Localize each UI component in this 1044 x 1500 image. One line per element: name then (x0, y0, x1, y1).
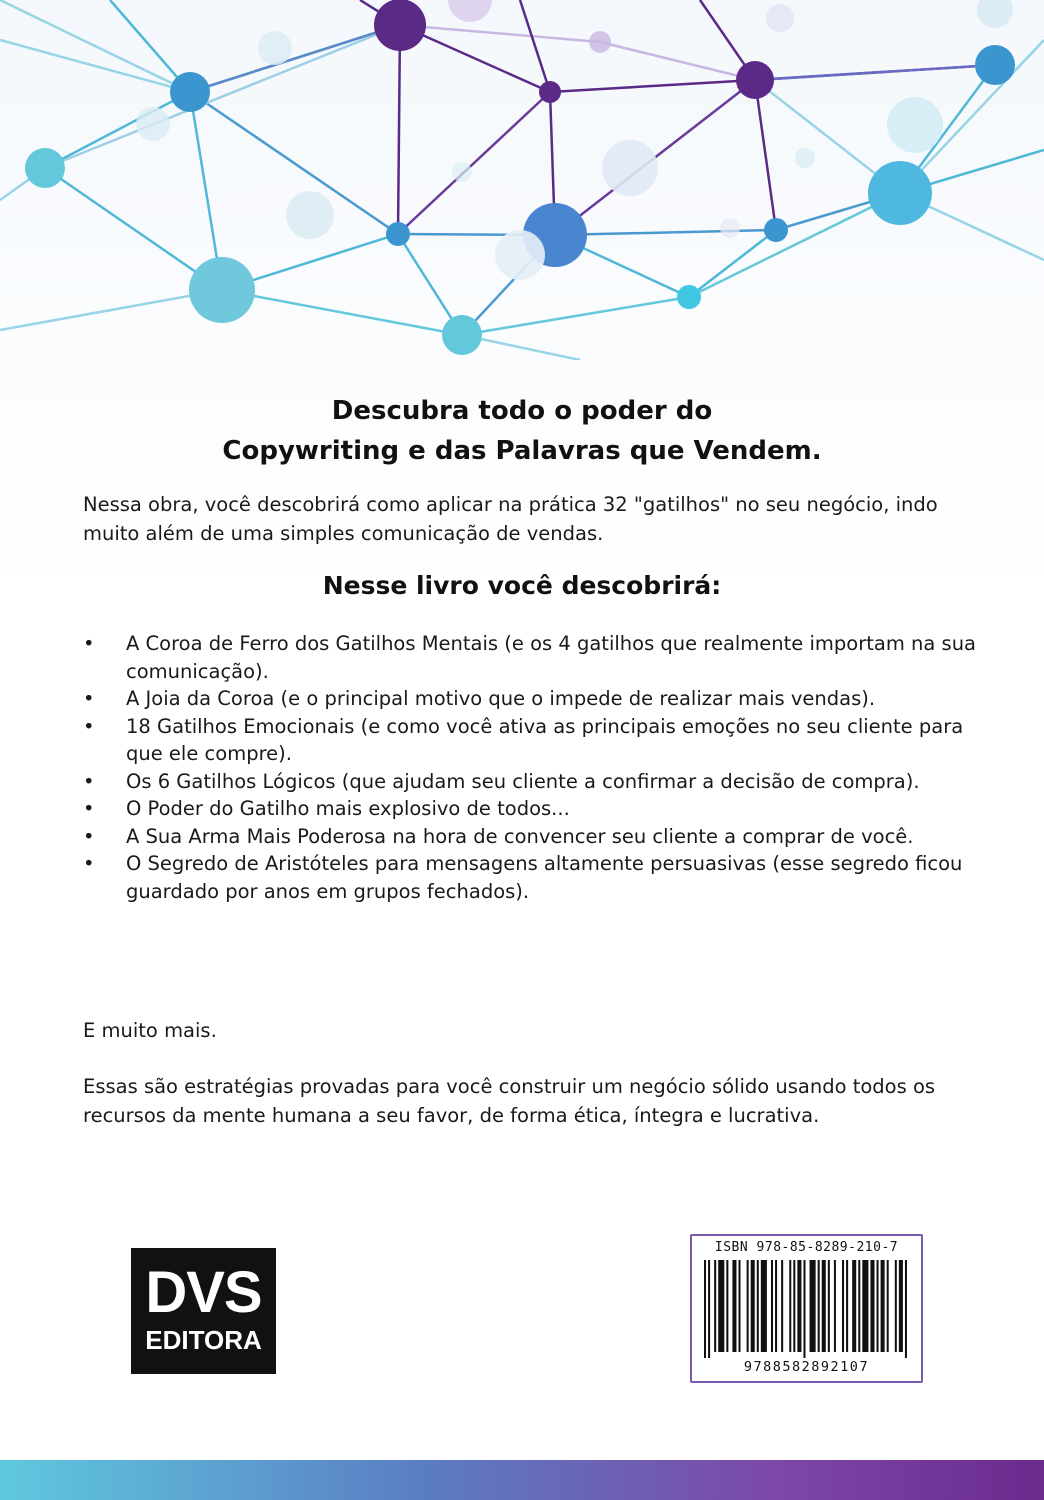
barcode-bar (858, 1260, 860, 1352)
network-link (689, 193, 900, 297)
network-link (755, 65, 995, 80)
network-link (0, 40, 190, 92)
network-link (0, 0, 190, 92)
barcode-bar (739, 1260, 741, 1352)
logo-editora-text: EDITORA (145, 1325, 262, 1355)
bullet-text: A Sua Arma Mais Poderosa na hora de convencer seu cliente a comprar de você. (126, 824, 914, 848)
network-link (398, 92, 550, 234)
barcode-bar (747, 1260, 749, 1352)
barcode-bar (842, 1260, 844, 1352)
barcode-bar (797, 1260, 801, 1352)
network-node-icon (977, 0, 1013, 28)
barcode-digits: 9788582892107 (743, 1359, 870, 1375)
network-link (689, 230, 776, 297)
barcode-bar (810, 1260, 816, 1352)
network-node-icon (975, 45, 1015, 85)
network-link (222, 290, 462, 335)
bullet-list (83, 630, 983, 905)
barcode-bar (726, 1260, 728, 1352)
bullet-item (83, 850, 983, 905)
barcode-bar (877, 1260, 879, 1352)
logo-dvs-text: DVS (145, 1260, 262, 1325)
more-text: E muito mais. (83, 1019, 217, 1042)
network-node-icon (736, 61, 774, 99)
bullet-text: A Joia da Coroa (e o principal motivo que o impede de realizar mais vendas). (126, 687, 876, 710)
barcode-bar (751, 1260, 755, 1352)
network-node-icon (442, 315, 482, 355)
barcode-bar (704, 1260, 706, 1358)
bullet-dot-icon: • (83, 769, 95, 793)
bullet-item (83, 630, 983, 685)
network-node-icon (887, 97, 943, 153)
network-node-icon (170, 72, 210, 112)
barcode-bar (781, 1260, 783, 1352)
network-node-icon (452, 162, 472, 182)
barcode-bar (905, 1260, 907, 1358)
network-link (755, 80, 776, 230)
bullet-text: 18 Gatilhos Emocionais (e como você ativa as principais emoções no seu cliente para que ele compre). (126, 714, 964, 765)
network-link (520, 0, 550, 92)
isbn-label: ISBN 978-85-8289-210-7 (714, 1240, 899, 1255)
network-link (555, 230, 776, 235)
barcode-bar (862, 1260, 868, 1352)
network-nodes-graphic (0, 0, 1044, 360)
barcode-bar (793, 1260, 795, 1352)
bullet-dot-icon: • (83, 852, 95, 875)
intro-paragraph: Nessa obra, você descobrirá como aplicar na prática 32 "gatilhos" no seu negócio, indo muito além de uma simples comunicação de vendas. (83, 493, 938, 545)
headline-line-2: Copywriting e das Palavras que Vendem. (222, 436, 822, 466)
bottom-gradient-bar (0, 1460, 1044, 1500)
bullet-item (83, 795, 983, 823)
network-node-icon (539, 81, 561, 103)
network-node-icon (374, 0, 426, 51)
network-node-icon (448, 0, 492, 22)
barcode-bar (803, 1260, 805, 1358)
bullet-text: A Coroa de Ferro dos Gatilhos Mentais (e os 4 gatilhos que realmente importam na sua comunicação). (126, 632, 977, 683)
network-node-icon (720, 218, 740, 238)
network-link (462, 297, 689, 335)
barcode-bar (732, 1260, 736, 1352)
bullet-item (83, 685, 983, 713)
bullet-item (83, 713, 983, 768)
barcode-bar (757, 1260, 759, 1352)
barcode-bar (887, 1260, 889, 1352)
barcode-bar (771, 1260, 773, 1352)
barcode-bar (822, 1260, 826, 1352)
barcode-bar (870, 1260, 874, 1352)
bullet-text: O Segredo de Aristóteles para mensagens altamente persuasivas (esse segredo ficou guardado por anos em grupos fechados). (126, 852, 963, 903)
barcode-bar (899, 1260, 903, 1352)
barcode-bar (852, 1260, 856, 1352)
network-node-icon (258, 31, 292, 65)
barcode-bar (714, 1260, 716, 1352)
isbn-barcode (690, 1234, 923, 1383)
barcode-bar (818, 1260, 820, 1352)
headline-line-1: Descubra todo o poder do (331, 396, 713, 426)
bullet-text: O Poder do Gatilho mais explosivo de todos... (126, 797, 570, 820)
bullet-text: Os 6 Gatilhos Lógicos (que ajudam seu cliente a confirmar a decisão de compra). (126, 769, 920, 793)
barcode-bar (895, 1260, 897, 1352)
sub-heading: Nesse livro você descobrirá: (322, 571, 722, 600)
closing-paragraph: Essas são estratégias provadas para você construir um negócio sólido usando todos os recursos da mente humana a seu favor, de forma ética, íntegra e lucrativa. (83, 1075, 936, 1127)
network-node-icon (677, 285, 701, 309)
network-node-icon (795, 148, 815, 168)
network-node-icon (495, 230, 545, 280)
barcode-bar (761, 1260, 767, 1352)
barcode-bar (775, 1260, 777, 1352)
barcode-bars (704, 1260, 909, 1358)
bullet-dot-icon: • (83, 824, 95, 848)
network-node-icon (602, 140, 658, 196)
bullet-dot-icon: • (83, 797, 95, 820)
network-node-icon (25, 148, 65, 188)
bullet-dot-icon: • (83, 687, 95, 710)
network-link (0, 290, 222, 330)
barcode-bar (881, 1260, 885, 1352)
bullet-item (83, 823, 983, 851)
publisher-logo (131, 1248, 276, 1374)
network-node-icon (868, 161, 932, 225)
barcode-bar (846, 1260, 848, 1352)
network-link (190, 25, 400, 92)
network-node-icon (589, 31, 611, 53)
network-link (550, 80, 755, 92)
barcode-bar (708, 1260, 710, 1358)
barcode-bar (834, 1260, 836, 1352)
network-node-icon (766, 4, 794, 32)
barcode-bar (828, 1260, 830, 1352)
bullet-dot-icon: • (83, 632, 95, 655)
barcode-bar (718, 1260, 724, 1352)
bullet-dot-icon: • (83, 714, 95, 738)
network-link (398, 25, 400, 234)
network-node-icon (189, 257, 255, 323)
bullet-item (83, 768, 983, 796)
network-node-icon (764, 218, 788, 242)
barcode-bar (789, 1260, 791, 1352)
network-node-icon (386, 222, 410, 246)
network-node-icon (286, 191, 334, 239)
network-node-icon (136, 107, 170, 141)
